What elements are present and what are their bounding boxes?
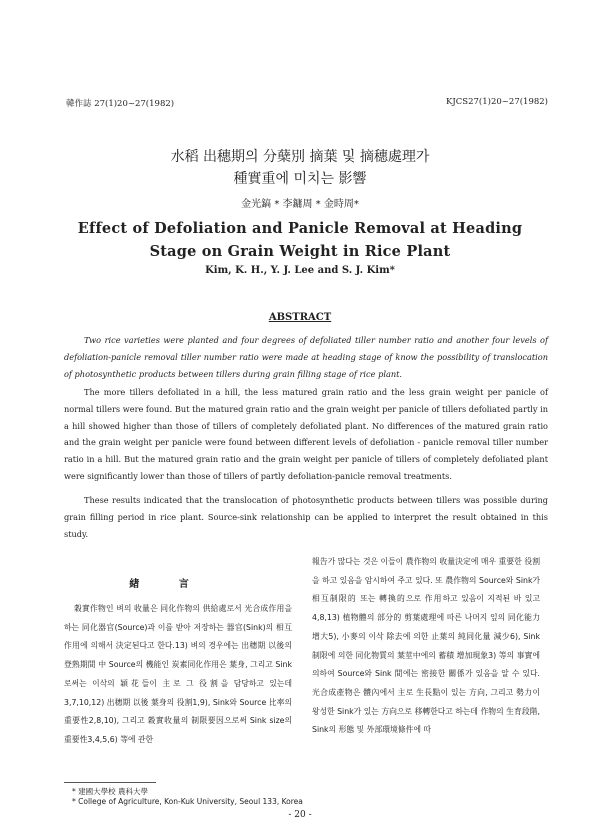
korean-title-line-1: 水稻 出穗期의 分蘖別 摘葉 및 摘穗處理가 (170, 149, 430, 165)
abstract-paragraph-2: The more tillers defoliated in a hill, the less matured grain ratio and the less grain weight per panicle of normal tillers were found. But the matured grain ratio and the grain weight per panicle of tillers defoliated partly in a hill showed higher than those of tillers of completely defoliated plant. No differences of the matured grain ratio and the grain weight per panicle were found between different levels of defoliation - panicle removal tiller number ratio in a hill. But the matured grain ratio and the grain weight per panicle of tillers of completely defoliated plant were significantly lower than those of tillers of partly defoliation-panicle removal treatments. (64, 387, 548, 481)
journal-header-left: 韓作誌 27(1)20~27(1982) (66, 99, 175, 109)
journal-header-right: KJCS27(1)20~27(1982) (446, 97, 548, 107)
abstract-paragraph-1: Two rice varieties were planted and four degrees of defoliated tiller number ratio and another four levels of defoliation-panicle removal tiller number ratio were made at heading stage of know the possibility of translocation of photosynthetic products between tillers during grain filling stage of rice plant. (64, 335, 548, 379)
footnote-affiliation-korean: * 建國大學校 農科大學 (72, 787, 149, 796)
korean-authors: 金光鎬 * 李鏞周 * 金時周* (241, 199, 359, 210)
footnote-affiliation-english: * College of Agriculture, Kon-Kuk University, Seoul 133, Korea (72, 797, 303, 806)
korean-title-line-2: 種實重에 미치는 影響 (233, 171, 367, 187)
introduction-heading: 緖 言 (129, 579, 207, 590)
introduction-left-column: 穀實作物인 벼의 收量은 同化作物의 供給處로서 光合成作用을 하는 同化器官(Source)과 이를 받아 저장하는 器官(Sink)의 相互作用에 의해서 決定된다고 한다.13) 벼의 경우에는 出穗期 以後의 登熟期間 中 Source의 機能인 炭素同化作用은 葉身, 그리고 Sink로써는 이삭의 穎花들이 主로 그 役割을 담당하고 있는데3,7,10,12) 出穗期 以後 葉身의 役割1,9), Sink와 Source 比率의 重要性2,8,10), 그리고 穀實收量의 制限要因으로써 Sink size의 重要性3,4,5,6) 等에 관한 (64, 604, 292, 744)
abstract-paragraph-3: These results indicated that the translocation of photosynthetic products between tillers was possible during grain filling period in rice plant. Source-sink relationship can be applied to interpret the result obtained in this study. (64, 495, 548, 539)
introduction-right-column: 報告가 많다는 것은 이들이 農作物의 收量決定에 매우 重要한 役割을 하고 있음을 암시하여 주고 있다. 또 農作物의 Source와 Sink가 相互制限的 또는 轉換的으로 作用하고 있음이 지적된 바 있고4,8,13) 植物體의 部分的 剪葉處理에 따른 나머지 잎의 同化能力 增大5), 小麥의 이삭 除去에 의한 止葉의 純同化量 減少6), Sink 制限에 의한 同化物質의 葉莖中에의 蓄積 增加現象3) 等의 事實에 의하여 Source와 Sink 間에는 密接한 關係가 있음을 알 수 있다. 光合成產物은 體內에서 主로 生長點이 있는 方向, 그리고 勢力이 왕성한 Sink가 있는 方向으로 移轉한다고 하는데 作物의 生育段階, Sink의 形態 및 外部環境條件에 따 (312, 557, 540, 735)
page-number: - 20 - (288, 810, 312, 820)
english-title-line-1: Effect of Defoliation and Panicle Removal at Heading (77, 220, 523, 237)
english-title-line-2: Stage on Grain Weight in Rice Plant (149, 243, 451, 260)
footnote-rule (64, 782, 156, 783)
english-authors: Kim, K. H., Y. J. Lee and S. J. Kim* (205, 265, 395, 276)
abstract-heading: ABSTRACT (268, 312, 332, 323)
